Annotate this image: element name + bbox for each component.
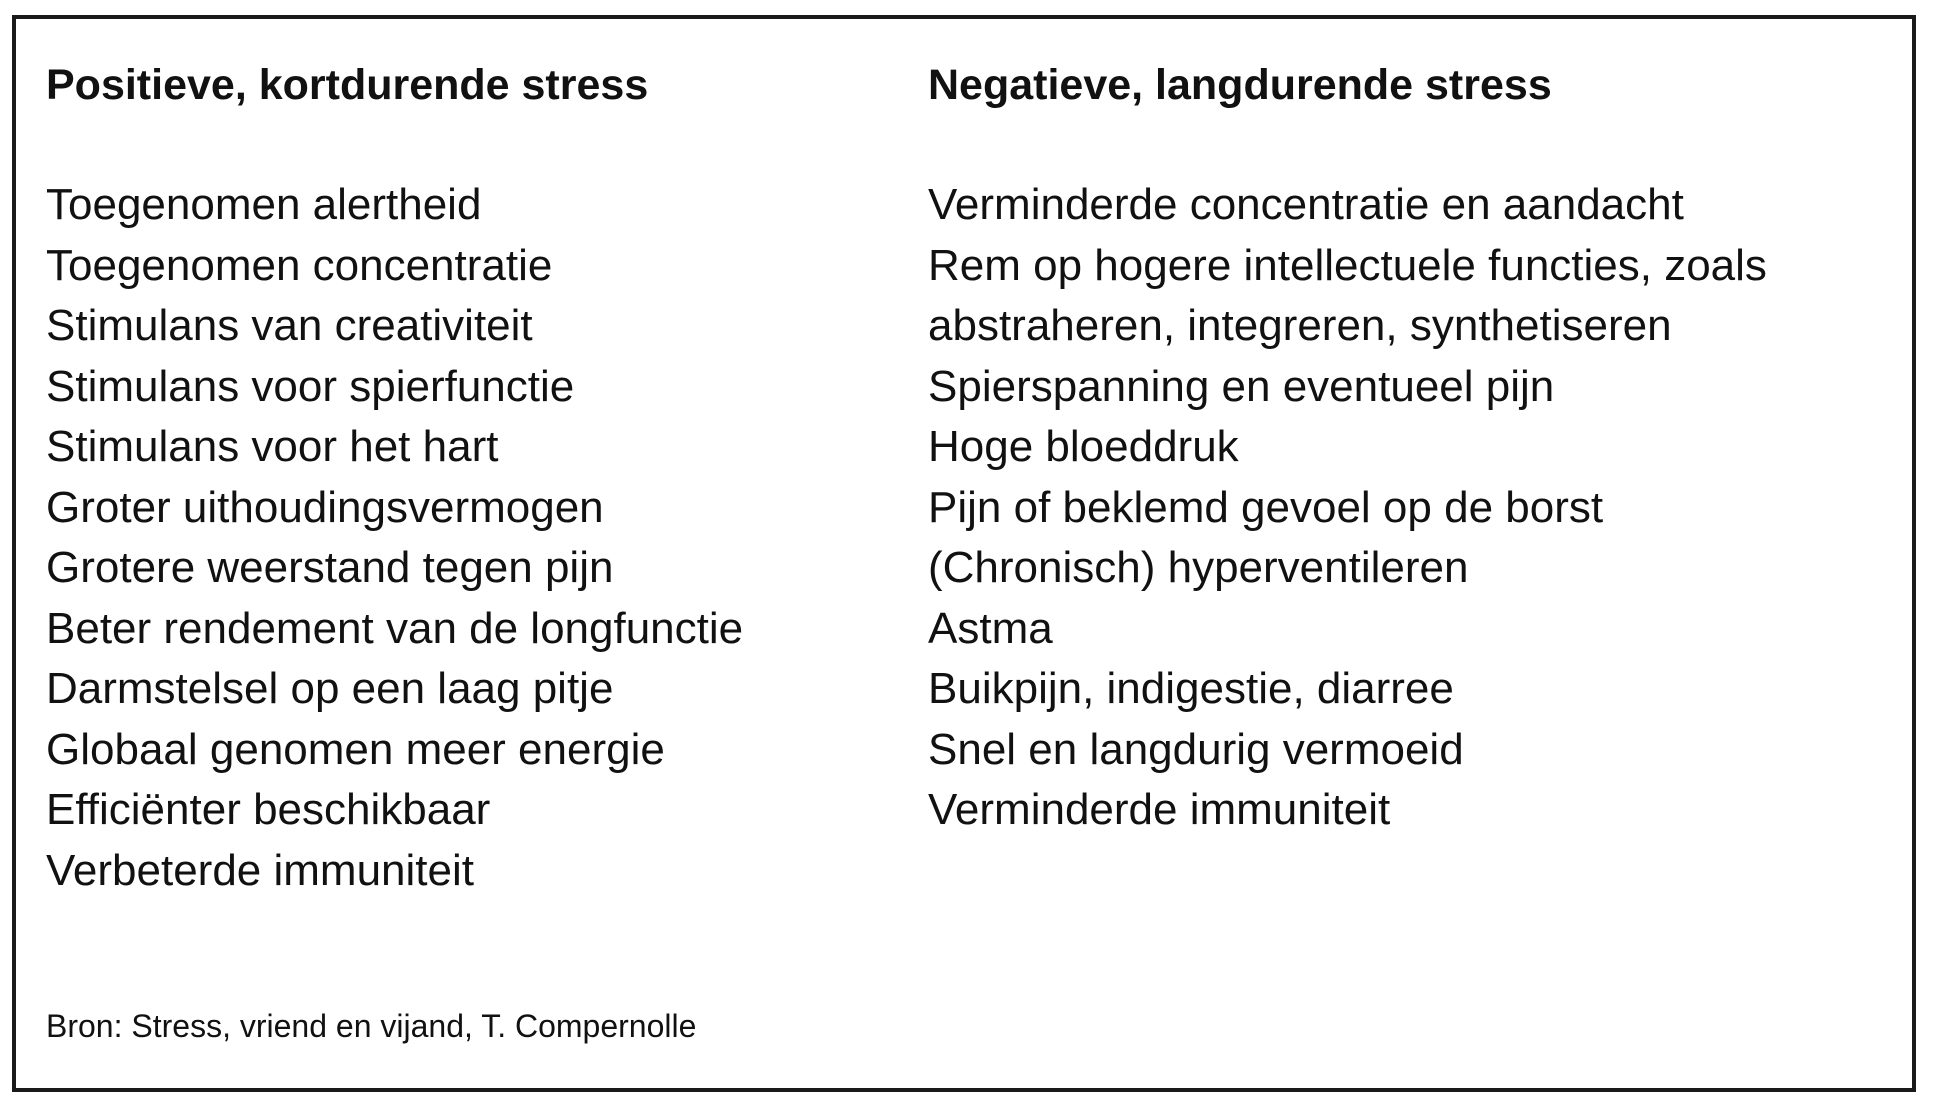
list-item: Groter uithoudingsvermogen — [46, 482, 604, 532]
list-item: Buikpijn, indigestie, diarree — [928, 664, 1454, 713]
list-item: Toegenomen alertheid — [46, 180, 482, 229]
list-item: Hoge bloeddruk — [928, 422, 1239, 471]
positive-stress-list — [46, 175, 906, 901]
list-item: Snel en langdurig vermoeid — [928, 724, 1464, 774]
list-item: Stimulans van creativiteit — [46, 301, 533, 350]
negative-stress-column — [928, 55, 1908, 841]
list-item: Beter rendement van de longfunctie — [46, 603, 744, 653]
list-item: Toegenomen concentratie — [46, 240, 553, 290]
positive-stress-heading: Positieve, kortdurende stress — [46, 61, 649, 109]
list-item: Verbeterde immuniteit — [46, 845, 474, 895]
list-item: Darmstelsel op een laag pitje — [46, 664, 614, 713]
positive-stress-column — [46, 55, 906, 901]
comparison-box — [12, 15, 1916, 1092]
list-item: Pijn of beklemd gevoel op de borst — [928, 482, 1604, 532]
list-item: Rem op hogere intellectuele functies, zoals — [928, 240, 1767, 290]
negative-stress-list — [928, 175, 1908, 841]
list-item: Verminderde concentratie en aandacht — [928, 180, 1684, 229]
list-item: Stimulans voor spierfunctie — [46, 361, 575, 411]
list-item: (Chronisch) hyperventileren — [928, 543, 1469, 592]
list-item: Grotere weerstand tegen pijn — [46, 543, 614, 592]
list-item: Efficiënter beschikbaar — [46, 785, 491, 834]
list-item: Spierspanning en eventueel pijn — [928, 361, 1555, 411]
list-item: Astma — [928, 603, 1053, 653]
list-item: Verminderde immuniteit — [928, 785, 1391, 834]
list-item: abstraheren, integreren, synthetiseren — [928, 301, 1672, 350]
source-citation: Bron: Stress, vriend en vijand, T. Compernolle — [46, 1008, 697, 1044]
list-item: Stimulans voor het hart — [46, 422, 499, 471]
list-item: Globaal genomen meer energie — [46, 724, 665, 774]
negative-stress-heading: Negatieve, langdurende stress — [928, 61, 1552, 109]
